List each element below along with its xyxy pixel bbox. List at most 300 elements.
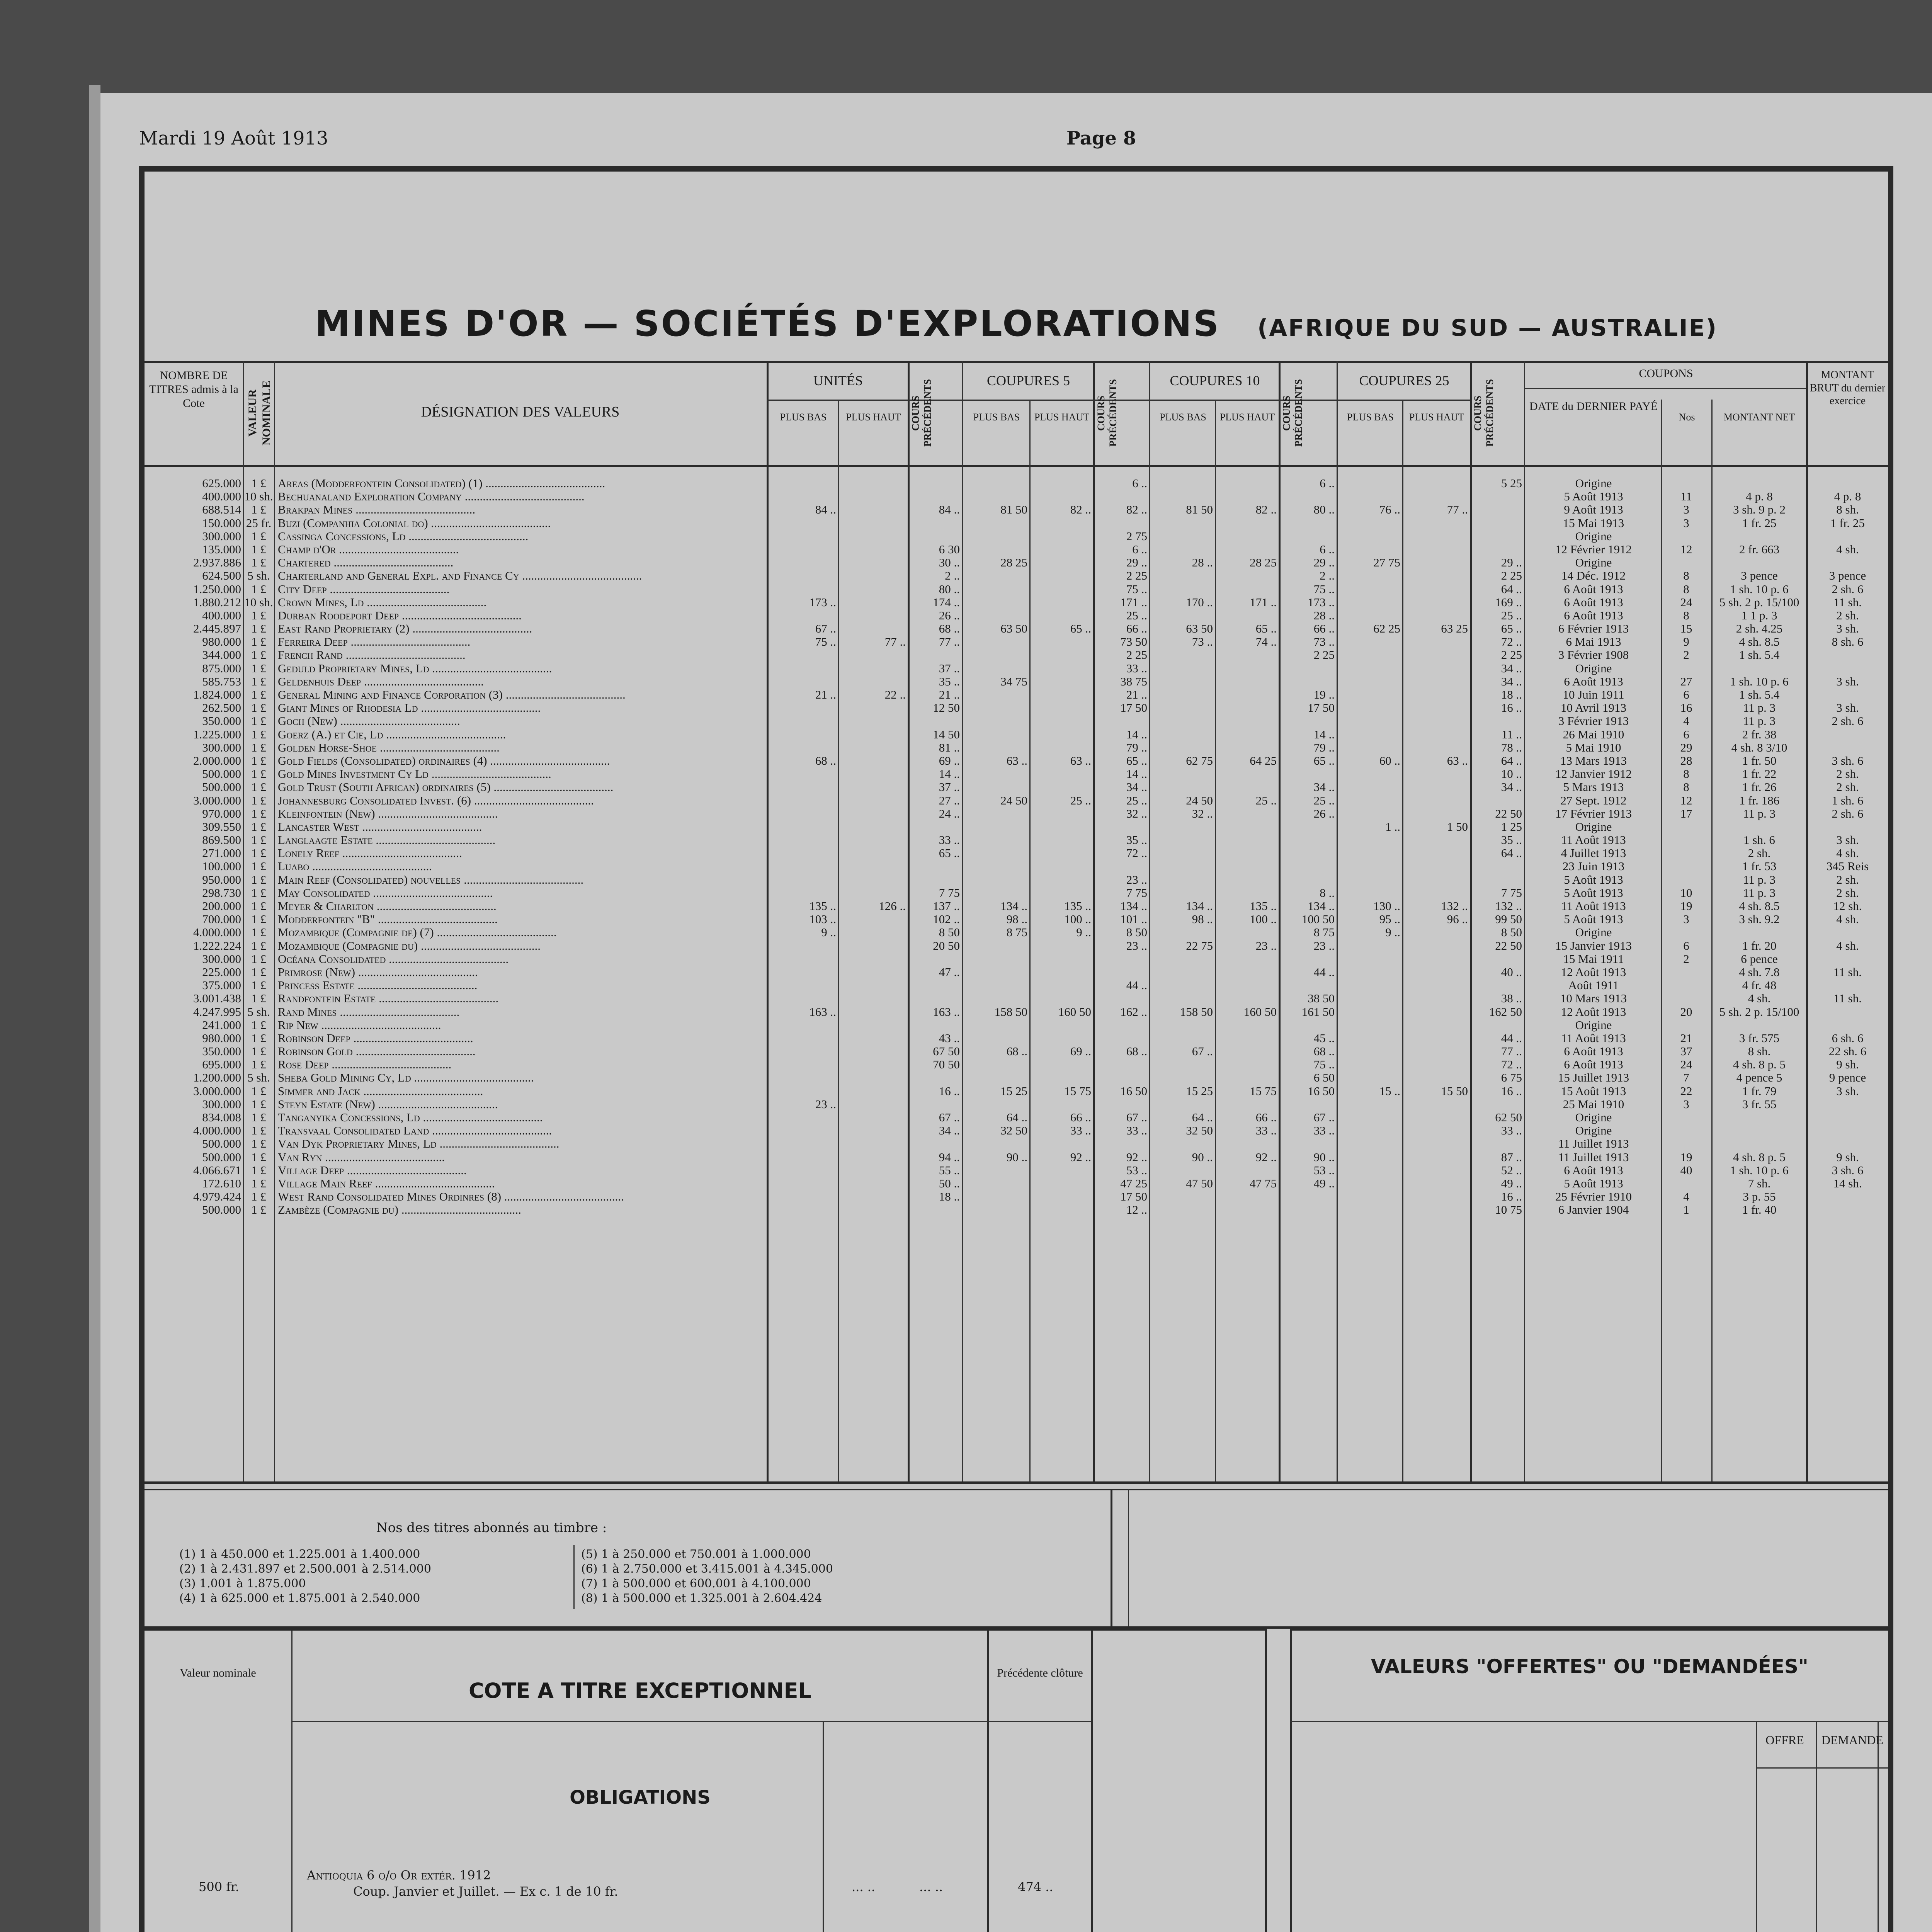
- cell-c_25: 10 ..: [1501, 767, 1522, 781]
- cell-brut: [1808, 820, 1887, 833]
- cell-c10_b: [1151, 477, 1213, 490]
- cell-v: 1 £: [251, 582, 266, 596]
- cell-v: 5 sh.: [247, 569, 270, 583]
- timbre-note: (5) 1 à 250.000 et 750.001 à 1.000.000: [581, 1548, 811, 1561]
- cell-d: Buzi (Companhia Colonial do) ........................................: [278, 516, 551, 530]
- cell-c_10: [1281, 833, 1335, 847]
- timbre-note: (4) 1 à 625.000 et 1.875.001 à 2.540.000: [179, 1592, 420, 1605]
- cell-c25_b: [1338, 886, 1400, 900]
- cell-c5_h: [1031, 767, 1091, 781]
- cell-n: 2.937.886: [193, 556, 241, 570]
- cell-u_h: [840, 966, 906, 979]
- cell-net: 1 fr. 53: [1742, 860, 1777, 873]
- cell-c_25: [1472, 860, 1522, 873]
- cell-c25_b: [1338, 952, 1400, 966]
- cell-c_u: [910, 1137, 960, 1150]
- cell-c_u: [910, 648, 960, 662]
- cell-n: 875.000: [202, 662, 241, 675]
- cell-c25_h: [1404, 833, 1468, 847]
- cell-c25_h: [1404, 609, 1468, 622]
- cell-v: 1 £: [251, 992, 266, 1005]
- column-date: [1526, 477, 1661, 1217]
- cell-no: 12: [1680, 543, 1692, 556]
- cell-net: 1 fr. 25: [1742, 516, 1777, 530]
- cell-net: [1713, 1124, 1805, 1137]
- cell-brut: 3 pence: [1829, 569, 1866, 583]
- cell-u_b: [769, 873, 836, 886]
- col-numero: Nos: [1679, 412, 1695, 423]
- cell-u_h: [840, 1151, 906, 1164]
- cell-u_h: [840, 781, 906, 794]
- cell-c_5: 33 ..: [1126, 1124, 1147, 1138]
- cell-no: 27: [1680, 675, 1692, 688]
- col-unites: UNITÉS: [813, 373, 863, 388]
- exc-section: OBLIGATIONS: [570, 1787, 711, 1808]
- cell-u_h: [840, 926, 906, 939]
- cell-c25_h: [1404, 517, 1468, 530]
- cell-c5_h: [1031, 939, 1091, 952]
- cell-net: 3 pence: [1741, 569, 1778, 583]
- cell-v: 1 £: [251, 781, 266, 794]
- cell-c25_h: [1404, 714, 1468, 728]
- cell-net: 4 sh. 7.8: [1739, 965, 1780, 979]
- cell-brut: 9 sh.: [1836, 1058, 1859, 1071]
- cell-c25_b: [1338, 714, 1400, 728]
- cell-c_5: 134 ..: [1120, 900, 1147, 913]
- cell-c10_h: 160 50: [1243, 1005, 1277, 1019]
- cell-u_b: [769, 1203, 836, 1216]
- cell-u_b: [769, 517, 836, 530]
- cell-u_h: [840, 517, 906, 530]
- column-n: [146, 477, 241, 1217]
- cell-u_b: [769, 530, 836, 543]
- cell-v: 1 £: [251, 794, 266, 807]
- cell-c_u: 94 ..: [939, 1150, 960, 1164]
- cell-d: Chartered ........................................: [278, 556, 454, 570]
- cell-u_b: 173 ..: [809, 595, 836, 609]
- cell-date: Origine: [1575, 820, 1612, 833]
- cell-brut: [1808, 662, 1887, 675]
- cell-date: 15 Mai 1913: [1563, 516, 1624, 530]
- cell-n: 500.000: [202, 767, 241, 781]
- cell-c_u: 47 ..: [939, 965, 960, 979]
- cell-c_u: 35 ..: [939, 675, 960, 688]
- cell-u_b: [769, 820, 836, 833]
- cell-u_h: [840, 847, 906, 860]
- cell-net: [1713, 477, 1805, 490]
- cell-d: Van Dyk Proprietary Mines, Ld ........................................: [278, 1137, 560, 1151]
- cell-c25_h: [1404, 807, 1468, 820]
- cell-date: 15 Mai 1911: [1563, 952, 1624, 966]
- cell-c10_b: 22 75: [1186, 939, 1213, 952]
- cell-c25_b: [1338, 847, 1400, 860]
- cell-n: 300.000: [202, 1097, 241, 1111]
- cell-c25_b: [1338, 939, 1400, 952]
- col-montant-brut: MONTANT BRUT du dernier exercice: [1810, 369, 1886, 407]
- cell-c25_h: 1 50: [1447, 820, 1468, 833]
- cell-u_h: 22 ..: [884, 688, 906, 701]
- cell-c10_b: [1151, 1071, 1213, 1084]
- cell-c5_h: [1031, 1137, 1091, 1150]
- cell-n: 298.730: [202, 886, 241, 900]
- cell-c_25: 16 ..: [1501, 1190, 1522, 1204]
- cell-c10_b: [1151, 1203, 1213, 1216]
- cell-n: 688.514: [202, 503, 241, 517]
- cell-d: Simmer and Jack ........................................: [278, 1084, 483, 1098]
- cell-brut: [1808, 1124, 1887, 1137]
- cell-d: Village Main Reef ........................................: [278, 1177, 495, 1190]
- cell-brut: 9 pence: [1829, 1071, 1866, 1085]
- cell-c_5: 23 ..: [1126, 939, 1147, 952]
- cell-u_b: [769, 648, 836, 662]
- cell-no: 19: [1680, 900, 1692, 913]
- cell-no: 9: [1683, 635, 1689, 649]
- cell-c_u: [910, 477, 960, 490]
- cell-c5_h: [1031, 648, 1091, 662]
- cell-c10_b: [1151, 820, 1213, 833]
- col-date-dernier: DATE du DERNIER PAYÉ: [1529, 400, 1658, 413]
- cell-date: 6 Août 1913: [1564, 582, 1623, 596]
- cell-c5_b: 64 ..: [1006, 1111, 1027, 1124]
- cell-c_5: 101 ..: [1120, 913, 1147, 926]
- cell-c5_h: 82 ..: [1070, 503, 1091, 517]
- cell-c5_b: [964, 1203, 1027, 1216]
- column-no: [1663, 477, 1709, 1217]
- cell-c_5: 79 ..: [1126, 741, 1147, 754]
- cell-c25_h: [1404, 1071, 1468, 1084]
- cell-c10_b: [1151, 714, 1213, 728]
- cell-no: 40: [1680, 1163, 1692, 1177]
- cell-date: 11 Juillet 1913: [1558, 1150, 1629, 1164]
- cell-u_b: [769, 1111, 836, 1124]
- cell-d: Giant Mines of Rhodesia Ld ........................................: [278, 701, 541, 715]
- cell-c_25: 25 ..: [1501, 609, 1522, 622]
- cell-c5_b: 24 50: [1000, 794, 1027, 807]
- cell-brut: 4 sh.: [1836, 847, 1859, 860]
- cell-c_u: [910, 1203, 960, 1216]
- cell-c25_b: 27 75: [1373, 556, 1400, 570]
- cell-u_h: [840, 1019, 906, 1032]
- cell-v: 10 sh.: [244, 595, 273, 609]
- cell-c5_h: [1031, 635, 1091, 648]
- cell-brut: [1808, 1190, 1887, 1203]
- title-sub: (AFRIQUE DU SUD — AUSTRALIE): [1257, 315, 1718, 342]
- cell-c10_b: [1151, 517, 1213, 530]
- cell-c_5: 67 ..: [1126, 1111, 1147, 1124]
- cell-c10_h: 28 25: [1250, 556, 1277, 570]
- cell-d: Geldenhuis Deep ........................................: [278, 675, 484, 688]
- cell-c_u: 163 ..: [933, 1005, 960, 1019]
- cell-c10_b: [1151, 1058, 1213, 1071]
- cell-c_u: 80 ..: [939, 582, 960, 596]
- cell-n: 3.000.000: [193, 794, 241, 807]
- cell-c_5: [1095, 820, 1147, 833]
- cell-c25_h: [1404, 781, 1468, 794]
- cell-no: [1663, 926, 1709, 939]
- cell-c10_b: [1151, 1032, 1213, 1045]
- cell-c10_h: 25 ..: [1255, 794, 1277, 807]
- cell-d: Areas (Modderfontein Consolidated) (1) ........................................: [278, 477, 605, 490]
- cell-d: Champ d'Or ........................................: [278, 543, 459, 556]
- cell-c10_h: [1217, 886, 1277, 900]
- offre-header: OFFRE: [1765, 1733, 1804, 1747]
- cell-d: Gold Trust (South African) ordinaires (5) ........................................: [278, 781, 614, 794]
- column-c25_b: [1338, 477, 1400, 1217]
- cell-no: 2: [1683, 648, 1689, 662]
- cell-c_u: 68 ..: [939, 622, 960, 636]
- cell-c_u: 14 50: [933, 728, 960, 741]
- cell-u_h: [840, 992, 906, 1005]
- cell-c25_b: 130 ..: [1373, 900, 1400, 913]
- cell-v: 1 £: [251, 609, 266, 622]
- cell-c_10: [1281, 979, 1335, 992]
- cell-c5_h: [1031, 886, 1091, 900]
- cell-c25_h: [1404, 701, 1468, 714]
- cell-n: 172.610: [202, 1177, 241, 1190]
- cell-v: 5 sh.: [247, 1005, 270, 1019]
- cell-no: 3: [1683, 516, 1689, 530]
- cell-v: 1 £: [251, 1018, 266, 1032]
- cell-n: 500.000: [202, 1203, 241, 1217]
- cell-no: 11: [1680, 490, 1692, 503]
- cell-c_5: 65 ..: [1126, 754, 1147, 767]
- cell-u_h: [840, 662, 906, 675]
- cell-c_5: 16 50: [1120, 1084, 1147, 1098]
- cell-brut: 6 sh. 6: [1832, 1031, 1864, 1045]
- cell-c_10: 80 ..: [1313, 503, 1335, 517]
- cell-u_h: [840, 1190, 906, 1203]
- cell-c25_h: [1404, 992, 1468, 1005]
- cell-c_25: 22 50: [1495, 807, 1522, 820]
- column-c_10: [1281, 477, 1335, 1217]
- cell-c5_b: [964, 1137, 1027, 1150]
- cell-date: 11 Août 1913: [1561, 1031, 1626, 1045]
- cell-c_u: [910, 490, 960, 503]
- cell-c10_b: [1151, 952, 1213, 966]
- cell-c25_b: [1338, 490, 1400, 503]
- cell-c_5: [1095, 1071, 1147, 1084]
- cell-c_10: 6 ..: [1320, 477, 1335, 490]
- cell-u_b: [769, 741, 836, 754]
- cell-v: 1 £: [251, 965, 266, 979]
- cell-c25_h: 63 25: [1441, 622, 1468, 636]
- cell-c10_b: 67 ..: [1192, 1045, 1213, 1058]
- cell-c_25: 169 ..: [1495, 595, 1522, 609]
- cell-c_5: 6 ..: [1132, 543, 1147, 556]
- cell-c5_h: [1031, 714, 1091, 728]
- cell-c25_h: [1404, 1177, 1468, 1190]
- cell-c_10: 161 50: [1301, 1005, 1335, 1019]
- cell-u_b: [769, 781, 836, 794]
- cell-c10_b: [1151, 1164, 1213, 1177]
- cell-c10_b: [1151, 847, 1213, 860]
- cell-c5_h: [1031, 952, 1091, 966]
- cell-c_10: 33 ..: [1313, 1124, 1335, 1138]
- cell-brut: 3 sh.: [1836, 701, 1859, 715]
- cell-c25_h: [1404, 741, 1468, 754]
- cell-c25_b: [1338, 596, 1400, 609]
- cell-c10_b: 81 50: [1186, 503, 1213, 517]
- cell-n: 1.250.000: [193, 582, 241, 596]
- cell-u_b: [769, 767, 836, 781]
- cell-brut: 11 sh.: [1833, 992, 1862, 1005]
- cell-net: 4 sh. 8.5: [1739, 635, 1780, 649]
- cell-net: 4 sh. 8 p. 5: [1733, 1058, 1786, 1071]
- cell-c_25: [1472, 979, 1522, 992]
- cell-v: 1 £: [251, 979, 266, 992]
- cell-v: 1 £: [251, 688, 266, 701]
- cell-net: 1 sh. 10 p. 6: [1730, 675, 1789, 688]
- cell-c10_h: [1217, 1032, 1277, 1045]
- cell-c10_b: 134 ..: [1186, 900, 1213, 913]
- cell-c_10: 23 ..: [1313, 939, 1335, 952]
- cell-c25_b: 76 ..: [1379, 503, 1400, 517]
- cell-c_5: [1095, 1032, 1147, 1045]
- cell-c_u: [910, 1019, 960, 1032]
- cell-c25_b: [1338, 873, 1400, 886]
- cell-v: 1 £: [251, 833, 266, 847]
- cell-c_u: [910, 1098, 960, 1111]
- cell-c_5: 14 ..: [1126, 767, 1147, 781]
- exc-col-prec: Précédente clôture: [997, 1667, 1083, 1679]
- cell-u_h: [840, 1085, 906, 1098]
- cell-u_h: [840, 490, 906, 503]
- cell-u_h: [840, 1203, 906, 1216]
- cell-c_5: [1095, 1098, 1147, 1111]
- cell-c10_b: [1151, 741, 1213, 754]
- cell-n: 375.000: [202, 979, 241, 992]
- cell-brut: 345 Reis: [1826, 860, 1869, 873]
- cell-c5_h: 63 ..: [1070, 754, 1091, 767]
- cell-c10_h: [1217, 1098, 1277, 1111]
- cell-brut: 9 sh.: [1836, 1150, 1859, 1164]
- cell-c25_h: [1404, 688, 1468, 701]
- cell-c25_b: [1338, 675, 1400, 688]
- cell-c_25: 33 ..: [1501, 1124, 1522, 1138]
- cell-c5_b: 34 75: [1000, 675, 1027, 688]
- cell-c25_b: 15 ..: [1379, 1084, 1400, 1098]
- cell-c10_h: 23 ..: [1255, 939, 1277, 952]
- cell-c_u: 16 ..: [939, 1084, 960, 1098]
- cell-c10_b: 28 ..: [1192, 556, 1213, 570]
- cell-c_25: 16 ..: [1501, 701, 1522, 715]
- cell-d: Primrose (New) ........................................: [278, 965, 478, 979]
- cell-c_u: 18 ..: [939, 1190, 960, 1204]
- cell-u_b: [769, 569, 836, 582]
- cell-c_10: 75 ..: [1313, 1058, 1335, 1071]
- cell-c10_h: [1217, 1058, 1277, 1071]
- cell-u_h: [840, 596, 906, 609]
- cell-c10_b: 64 ..: [1192, 1111, 1213, 1124]
- cell-u_h: [840, 754, 906, 767]
- cell-u_b: 21 ..: [815, 688, 836, 701]
- cell-brut: 8 sh. 6: [1832, 635, 1864, 649]
- cell-net: [1713, 556, 1805, 569]
- cell-c_u: 67 ..: [939, 1111, 960, 1124]
- cell-c5_h: [1031, 490, 1091, 503]
- cell-no: 19: [1680, 1150, 1692, 1164]
- cell-no: 4: [1683, 714, 1689, 728]
- cell-date: 25 Mai 1910: [1563, 1097, 1624, 1111]
- cell-d: Princess Estate ........................................: [278, 979, 478, 992]
- cell-date: 14 Déc. 1912: [1561, 569, 1626, 583]
- header-bottom-rule: [145, 465, 1888, 467]
- cell-c5_b: [964, 979, 1027, 992]
- cell-c_10: [1281, 662, 1335, 675]
- cell-c25_h: [1404, 794, 1468, 807]
- cell-c_10: 65 ..: [1313, 754, 1335, 767]
- cell-d: Luabo ........................................: [278, 860, 432, 873]
- cell-date: 5 Mars 1913: [1563, 781, 1624, 794]
- cell-c5_b: [964, 728, 1027, 741]
- cell-date: 12 Août 1913: [1561, 965, 1626, 979]
- cell-d: Golden Horse-Shoe ........................................: [278, 741, 500, 754]
- cell-d: Rand Mines ........................................: [278, 1005, 460, 1019]
- cell-c25_h: [1404, 1124, 1468, 1137]
- cell-date: 10 Avril 1913: [1561, 701, 1626, 715]
- cell-c25_h: 132 ..: [1441, 900, 1468, 913]
- cell-brut: [1808, 556, 1887, 569]
- cell-u_h: [840, 477, 906, 490]
- cell-c25_b: [1338, 1151, 1400, 1164]
- cell-v: 1 £: [251, 675, 266, 688]
- cell-u_h: [840, 1098, 906, 1111]
- cell-c25_h: [1404, 543, 1468, 556]
- cell-c10_h: [1217, 767, 1277, 781]
- cell-u_b: [769, 714, 836, 728]
- cell-u_h: [840, 767, 906, 781]
- cell-c25_h: [1404, 939, 1468, 952]
- cell-c_10: 2 25: [1313, 648, 1335, 662]
- cell-brut: 2 sh.: [1836, 781, 1859, 794]
- cell-c_5: 7 75: [1126, 886, 1147, 900]
- col-unites-bas: PLUS BAS: [780, 412, 827, 423]
- cell-brut: 2 sh. 6: [1832, 582, 1864, 596]
- cell-c_25: [1472, 503, 1522, 516]
- cell-c5_b: 68 ..: [1006, 1045, 1027, 1058]
- cell-c_5: [1095, 1058, 1147, 1071]
- cell-brut: 2 sh.: [1836, 609, 1859, 622]
- cell-c10_h: [1217, 583, 1277, 596]
- cell-brut: 3 sh.: [1836, 1084, 1859, 1098]
- cell-c10_h: [1217, 1045, 1277, 1058]
- cell-u_h: [840, 741, 906, 754]
- cell-c_25: 77 ..: [1501, 1045, 1522, 1058]
- cell-n: 225.000: [202, 965, 241, 979]
- cell-no: 3: [1683, 913, 1689, 926]
- cell-no: [1663, 992, 1709, 1005]
- cell-c_10: [1281, 490, 1335, 503]
- cell-date: 3 Février 1913: [1558, 714, 1629, 728]
- cell-c10_h: [1217, 675, 1277, 688]
- cell-c_10: [1281, 1019, 1335, 1032]
- cell-c_5: [1095, 714, 1147, 728]
- cell-net: 1 fr. 22: [1742, 767, 1777, 781]
- cell-net: 2 fr. 663: [1739, 543, 1780, 556]
- col-designation: DÉSIGNATION DES VALEURS: [421, 404, 620, 420]
- cell-c25_h: 96 ..: [1447, 913, 1468, 926]
- cell-no: [1663, 873, 1709, 886]
- cell-date: 12 Janvier 1912: [1555, 767, 1632, 781]
- cell-c_u: 65 ..: [939, 847, 960, 860]
- cell-c10_h: [1217, 966, 1277, 979]
- cell-c25_h: [1404, 1045, 1468, 1058]
- cell-c_u: 24 ..: [939, 807, 960, 820]
- cell-c10_b: [1151, 688, 1213, 701]
- cell-date: Origine: [1575, 529, 1612, 543]
- cell-net: 1 sh. 5.4: [1739, 688, 1780, 701]
- cell-c25_b: [1338, 1058, 1400, 1071]
